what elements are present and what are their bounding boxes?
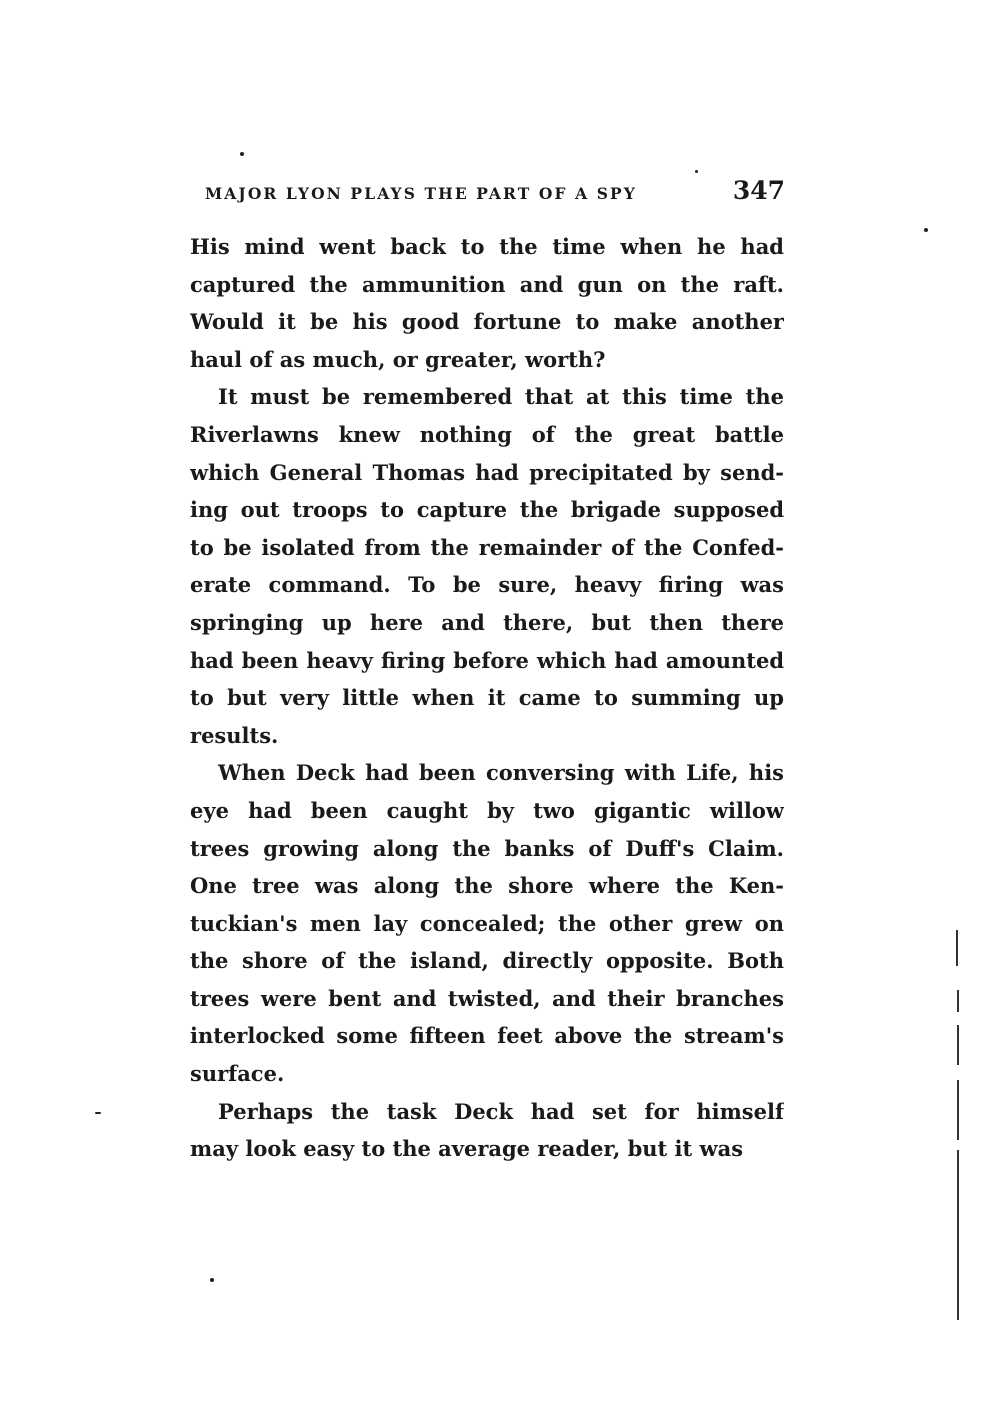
- text-line: which General Thomas had precipitated by send-: [190, 459, 784, 485]
- text-line: erate command. To be sure, heavy firing was: [190, 572, 784, 598]
- margin-scan-line: [957, 1080, 959, 1140]
- ink-speck: [95, 1112, 101, 1114]
- running-head: [205, 174, 785, 214]
- text-line: Perhaps the task Deck had set for himself: [218, 1098, 784, 1124]
- ink-speck: [240, 152, 244, 156]
- text-line: His mind went back to the time when he had: [190, 234, 784, 259]
- paragraph: [190, 378, 784, 754]
- text-line: may look easy to the average reader, but it was: [190, 1136, 744, 1162]
- text-line: Would it be his good fortune to make another: [190, 309, 784, 335]
- text-line: ing out troops to capture the brigade supposed: [190, 497, 784, 523]
- text-line: haul of as much, or greater, worth?: [190, 346, 606, 372]
- text-line: captured the ammunition and gun on the raft.: [190, 271, 784, 297]
- paragraph: [190, 1093, 784, 1168]
- margin-scan-line: [957, 990, 959, 1012]
- text-line: results.: [190, 722, 279, 748]
- text-line: eye had been caught by two gigantic willow: [190, 797, 784, 823]
- text-line: Riverlawns knew nothing of the great battle: [190, 421, 784, 447]
- text-line: tuckian's men lay concealed; the other grew on: [190, 910, 784, 936]
- text-line: springing up here and there, but then there: [190, 609, 784, 635]
- paragraph: [190, 754, 784, 1092]
- ink-speck: [210, 1278, 214, 1282]
- paragraph: [190, 228, 784, 378]
- text-line: to be isolated from the remainder of the Confed-: [190, 534, 784, 560]
- text-line: It must be remembered that at this time the: [218, 384, 784, 410]
- ink-speck: [695, 170, 698, 173]
- margin-scan-line: [957, 1025, 959, 1065]
- body-text: [190, 228, 784, 1168]
- text-line: trees were bent and twisted, and their branches: [190, 985, 784, 1011]
- text-line: trees growing along the banks of Duff's Claim.: [190, 835, 784, 861]
- text-line: had been heavy firing before which had amounted: [190, 647, 784, 673]
- text-line: the shore of the island, directly opposite. Both: [190, 948, 784, 974]
- text-line: When Deck had been conversing with Life, his: [218, 760, 784, 786]
- text-line: interlocked some fifteen feet above the stream's: [190, 1023, 784, 1049]
- text-line: surface.: [190, 1061, 285, 1087]
- margin-scan-line: [957, 1150, 959, 1320]
- margin-scan-line: [956, 930, 958, 966]
- ink-speck: [924, 228, 928, 232]
- running-head-title: MAJOR LYON PLAYS THE PART OF A SPY: [205, 184, 637, 203]
- text-line: to but very little when it came to summing up: [190, 685, 784, 711]
- page-number: 347: [732, 176, 785, 205]
- text-line: One tree was along the shore where the Ken-: [190, 873, 784, 899]
